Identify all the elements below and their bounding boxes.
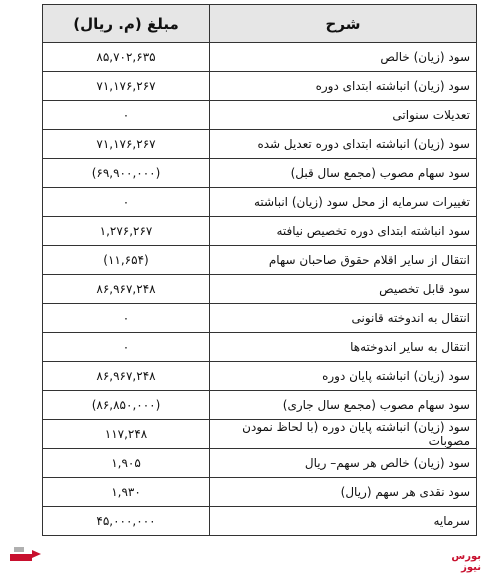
logo-mark-icon [10,545,42,563]
table-row [43,72,477,101]
row-amount: ۱,۲۷۶,۲۶۷ [43,217,210,246]
table-row [43,275,477,304]
row-amount: ۰ [43,188,210,217]
table-row [43,304,477,333]
row-amount: ۱۱۷,۲۴۸ [43,420,210,449]
table-row [43,449,477,478]
table-row [43,333,477,362]
row-amount: ۰ [43,304,210,333]
table-row [43,130,477,159]
row-amount: (۸۶,۸۵۰,۰۰۰) [43,391,210,420]
table-row [43,43,477,72]
row-desc: تعدیلات سنواتی [210,101,477,130]
row-desc: سود قابل تخصیص [210,275,477,304]
financial-table [42,4,477,536]
row-amount: ۷۱,۱۷۶,۲۶۷ [43,72,210,101]
row-desc: سود (زیان) انباشته ابتدای دوره تعدیل شده [210,130,477,159]
row-amount: (۱۱,۶۵۴) [43,246,210,275]
row-amount: ۷۱,۱۷۶,۲۶۷ [43,130,210,159]
header-row [43,5,477,43]
header-amount: مبلغ (م. ریال) [43,5,210,43]
row-amount: ۱,۹۰۵ [43,449,210,478]
row-desc: تغییرات سرمایه از محل سود (زیان) انباشته [210,188,477,217]
row-amount: ۸۶,۹۶۷,۲۴۸ [43,362,210,391]
table-row [43,246,477,275]
row-desc: سود (زیان) انباشته پایان دوره (با لحاظ نمودن مصوبات [210,420,477,449]
table-row [43,159,477,188]
table-row [43,478,477,507]
row-desc: انتقال به سایر اندوخته‌ها [210,333,477,362]
row-amount: ۸۵,۷۰۲,۶۳۵ [43,43,210,72]
row-desc: سود سهام مصوب (مجمع سال قبل) [210,159,477,188]
row-amount: ۰ [43,101,210,130]
table-row [43,362,477,391]
row-desc: انتقال به اندوخته قانونی [210,304,477,333]
row-amount: (۶۹,۹۰۰,۰۰۰) [43,159,210,188]
row-amount: ۴۵,۰۰۰,۰۰۰ [43,507,210,536]
table-row [43,420,477,449]
table-row [43,101,477,130]
header-desc: شرح [210,5,477,43]
row-amount: ۰ [43,333,210,362]
row-desc: انتقال از سایر اقلام حقوق صاحبان سهام [210,246,477,275]
row-desc: سود (زیان) انباشته ابتدای دوره [210,72,477,101]
row-desc: سود نقدی هر سهم (ریال) [210,478,477,507]
row-desc: سرمایه [210,507,477,536]
table-row [43,391,477,420]
table-row [43,507,477,536]
row-amount: ۸۶,۹۶۷,۲۴۸ [43,275,210,304]
row-desc: سود (زیان) خالص [210,43,477,72]
table-row [43,188,477,217]
watermark-text: بورس نیوز [451,551,481,573]
row-desc: سود سهام مصوب (مجمع سال جاری) [210,391,477,420]
row-desc: سود (زیان) انباشته پایان دوره [210,362,477,391]
row-amount: ۱,۹۳۰ [43,478,210,507]
row-desc: سود (زیان) خالص هر سهم– ریال [210,449,477,478]
table-row [43,217,477,246]
row-desc: سود انباشته ابتدای دوره تخصیص نیافته [210,217,477,246]
